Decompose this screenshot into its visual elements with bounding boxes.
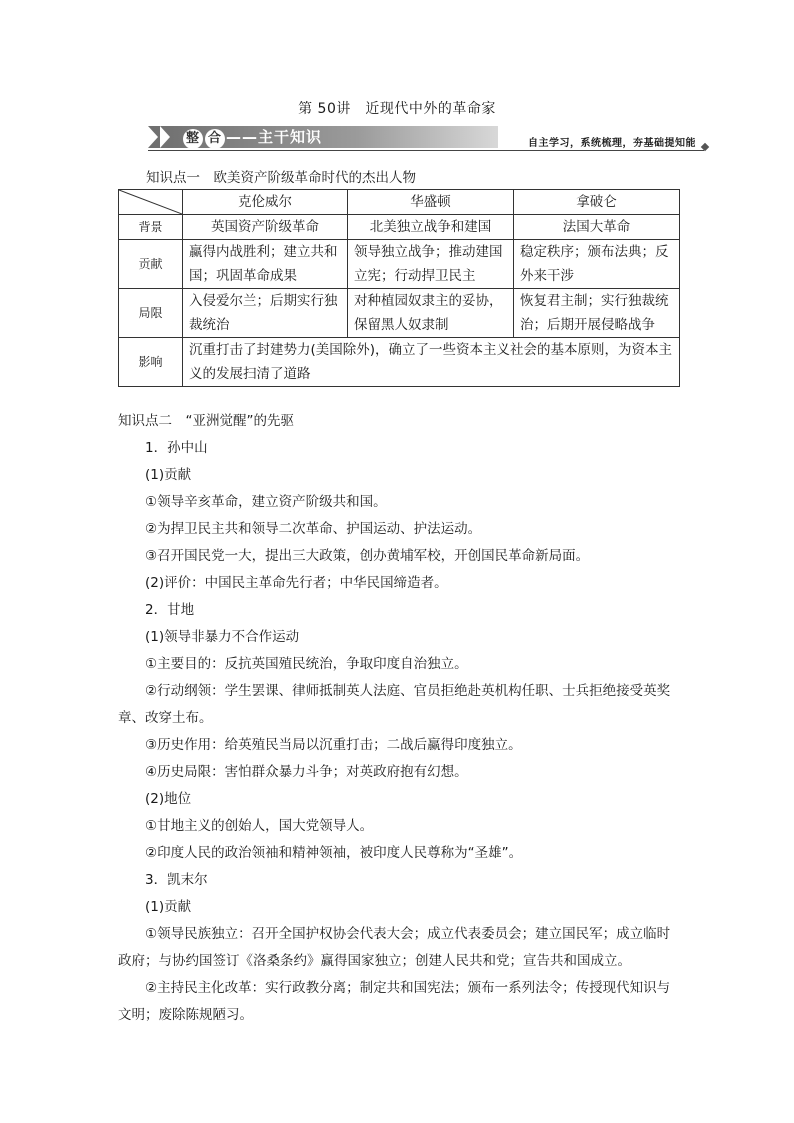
row-label: 背景 (119, 215, 183, 240)
table-cell: 对种植园奴隶主的妥协，保留黑人奴隶制 (348, 289, 514, 338)
table-header: 华盛顿 (348, 190, 514, 215)
row-label: 局限 (119, 289, 183, 338)
table-cell-merged: 沉重打击了封建势力(美国除外)，确立了一些资本主义社会的基本原则，为资本主义的发展扫清了道路 (183, 338, 680, 387)
table-cell: 法国大革命 (514, 215, 680, 240)
banner-rule (148, 150, 704, 151)
sub-heading: (2)地位 (145, 791, 192, 807)
list-item: ②行动纲领：学生罢课、律师抵制英人法庭、官员拒绝赴英机构任职、士兵拒绝接受英奖章、改穿土布。 (118, 683, 671, 726)
section-heading: 3．凯末尔 (145, 872, 208, 888)
diagonal-header-cell (119, 190, 183, 215)
list-item: ②为捍卫民主共和领导二次革命、护国运动、护法运动。 (145, 521, 482, 537)
table-cell: 领导独立战争；推动建国立宪；行动捍卫民主 (348, 240, 514, 289)
table-cell: 恢复君主制；实行独裁统治；后期开展侵略战争 (514, 289, 680, 338)
table-header: 克伦威尔 (183, 190, 348, 215)
sub-heading: (1)贡献 (145, 467, 192, 483)
list-item: ③历史作用：给英殖民当局以沉重打击；二战后赢得印度独立。 (145, 737, 522, 753)
section-heading: 1．孙中山 (145, 440, 208, 456)
table-row (119, 289, 680, 338)
table-cell: 入侵爱尔兰；后期实行独裁统治 (183, 289, 348, 338)
table-cell: 北美独立战争和建国 (348, 215, 514, 240)
knowledge-point-2-title: 知识点二 “亚洲觉醒”的先驱 (118, 413, 294, 429)
row-label: 影响 (119, 338, 183, 387)
table-cell: 英国资产阶级革命 (183, 215, 348, 240)
list-item: ①主要目的：反抗英国殖民统治，争取印度自治独立。 (145, 656, 468, 672)
list-item: ③召开国民党一大，提出三大政策，创办黄埔军校，开创国民革命新局面。 (145, 548, 590, 564)
table-header: 拿破仑 (514, 190, 680, 215)
chevron-icon (160, 126, 170, 148)
row-label: 贡献 (119, 240, 183, 289)
table-row (119, 240, 680, 289)
list-item: ②印度人民的政治领袖和精神领袖，被印度人民尊称为“圣雄”。 (145, 845, 523, 861)
table-header-row (119, 190, 680, 215)
list-item: ④历史局限：害怕群众暴力斗争；对英政府抱有幻想。 (145, 764, 468, 780)
section-banner (148, 124, 710, 154)
banner-char-1: 整 (183, 129, 203, 149)
knowledge-point-1-title: 知识点一 欧美资产阶级革命时代的杰出人物 (146, 170, 416, 186)
sub-heading: (1)领导非暴力不合作运动 (145, 629, 300, 645)
banner-char-2: 合 (205, 129, 225, 149)
table-cell: 稳定秩序；颁布法典；反外来干涉 (514, 240, 680, 289)
list-item: ②主持民主化改革：实行政教分离；制定共和国宪法；颁布一系列法令；传授现代知识与文明；废除陈规陋习。 (118, 980, 671, 1023)
page-title: 第 50讲 近现代中外的革命家 (298, 101, 496, 117)
table-row (119, 338, 680, 387)
list-item: ①领导辛亥革命，建立资产阶级共和国。 (145, 494, 387, 510)
sub-heading: (1)贡献 (145, 899, 192, 915)
list-item: ①甘地主义的创始人，国大党领导人。 (145, 818, 374, 834)
section-heading: 2．甘地 (145, 602, 195, 618)
sub-heading: (2)评价：中国民主革命先行者；中华民国缔造者。 (145, 575, 448, 591)
banner-tagline: 自主学习，系统梳理，夯基础提知能 (528, 138, 696, 149)
list-item: ①领导民族独立：召开全国护权协会代表大会；成立代表委员会；建立国民军；成立临时政府；与协约国签订《洛桑条约》赢得国家独立；创建人民共和党；宣告共和国成立。 (118, 926, 671, 969)
knowledge-point-2 (118, 408, 680, 1029)
banner-label (182, 126, 322, 148)
table-cell: 赢得内战胜利；建立共和国；巩固革命成果 (183, 240, 348, 289)
figures-table (118, 189, 680, 387)
banner-rest: ——主干知识 (226, 128, 323, 146)
chevron-icon (148, 126, 158, 148)
table-row (119, 215, 680, 240)
